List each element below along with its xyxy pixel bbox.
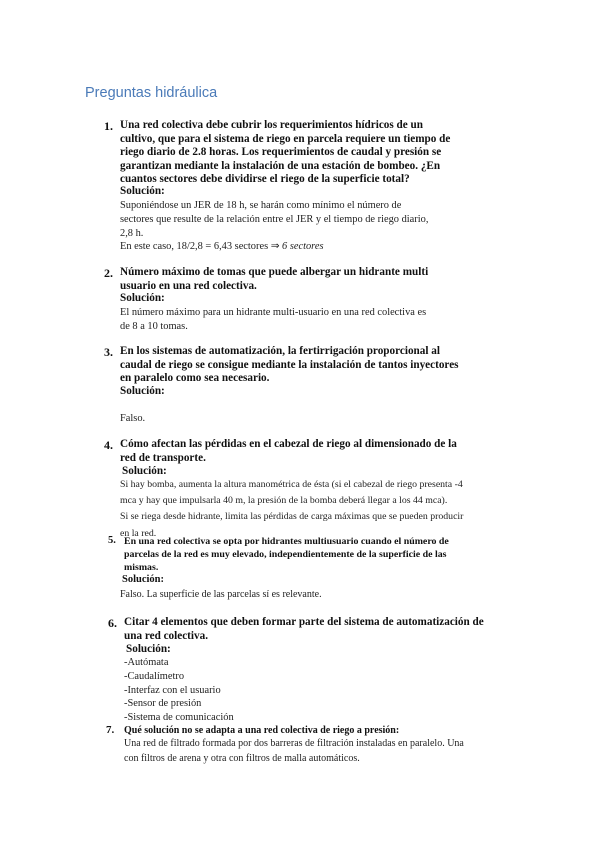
question-text: Qué solución no se adapta a una red colectiva de riego a presión: (124, 725, 400, 736)
answer-text: Falso. La superficie de las parcelas sí es relevante. (120, 589, 322, 600)
question-number: 1. (104, 119, 113, 133)
solution-label: Solución: (122, 574, 165, 585)
solution-label: Solución: (120, 185, 165, 197)
question-number: 3. (104, 345, 113, 359)
page-title: Preguntas hidráulica (85, 85, 218, 101)
answer-text: -Autómata -Caudalímetro -Interfaz con el usuario -Sensor de presión -Sistema de comunicación (124, 657, 234, 724)
answer-text: Si hay bomba, aumenta la altura manométrica de ésta (si el cabezal de riego presenta -4 mca y hay que impulsarla 40 m, la presión de la bomba deberá llegar a los 44 mca). Si se riega desde hidrante, limita las pérdidas de carga máximas que se pueden producir en la red. (120, 479, 464, 539)
question-text: En los sistemas de automatización, la fertirrigación proporcional al caudal de riego se consigue mediante la instalación de tantos inyectores en paralelo como sea necesario. (120, 345, 459, 385)
solution-label: Solución: (126, 643, 171, 655)
answer-text: Suponiéndose un JER de 18 h, se harán como mínimo el número de sectores que resulte de la relación entre el JER y el tiempo de riego diario, 2,8 h. En este caso, 18/2,8 = 6,43 sectores ⇒ 6 sectores (120, 200, 429, 253)
question-number: 5. (108, 535, 116, 546)
answer-calc: En este caso, 18/2,8 = 6,43 sectores ⇒ (120, 241, 280, 253)
answer-text: Falso. (120, 413, 146, 424)
question-text: Una red colectiva debe cubrir los requerimientos hídricos de un cultivo, que para el sistema de riego en parcela requiere un tiempo de riego diario de 2.8 horas. Los requerimientos de caudal y presión se garantizan mediante la instalación de una estación de bombeo. ¿En cuantos sectores debe dividirse el riego de la superficie total? (120, 119, 451, 186)
question-number: 6. (108, 616, 117, 630)
solution-label: Solución: (120, 292, 165, 304)
solution-label: Solución: (120, 385, 165, 397)
question-text: Número máximo de tomas que puede albergar un hidrante multi usuario en una red colectiva. (120, 266, 429, 292)
question-number: 4. (104, 438, 113, 452)
answer-text: El número máximo para un hidrante multi-usuario en una red colectiva es de 8 a 10 tomas. (120, 307, 427, 332)
answer-result: 6 sectores (282, 241, 324, 253)
question-number: 7. (106, 724, 115, 736)
solution-label: Solución: (122, 465, 167, 477)
question-text: Citar 4 elementos que deben formar parte del sistema de automatización de una red colectiva. (124, 616, 484, 642)
question-text: Cómo afectan las pérdidas en el cabezal de riego al dimensionado de la red de transporte. (120, 438, 457, 464)
answer-text: Una red de filtrado formada por dos barreras de filtración instaladas en paralelo. Una con filtros de arena y otra con filtros de malla automáticos. (124, 738, 464, 764)
question-text: En una red colectiva se opta por hidrantes multiusuario cuando el número de parcelas de la red es muy elevado, independientemente de la superficie de las mismas. (124, 536, 449, 574)
question-number: 2. (104, 266, 113, 280)
